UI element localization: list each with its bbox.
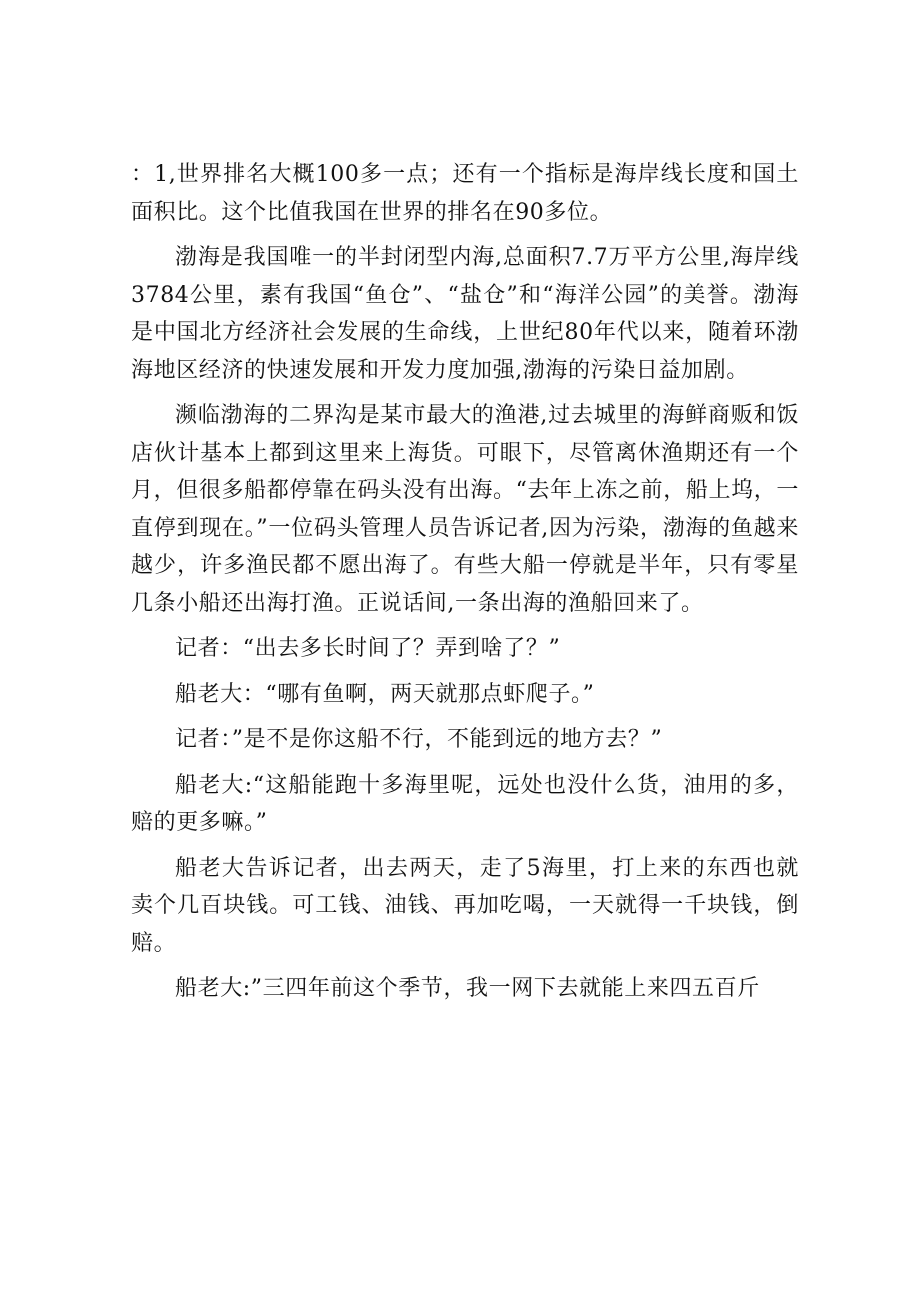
dialog-line-reporter-2: 记者：”是不是你这船不行，不能到远的地方去？” (175, 727, 663, 752)
paragraph-2: 渤海是我国唯一的半封闭型内海,总面积7.7万平方公里,海岸线3784公里，素有我国“鱼仓”、“盐仓”和“海洋公园”的美誉。渤海是中国北方经济社会发展的生命线，上世纪80年代以来，随着环渤海地区经济的快速发展和开发力度加强,渤海的污染日益加剧。 (131, 245, 799, 383)
dialog-line-reporter-1: 记者：“出去多长时间了？弄到啥了？” (175, 636, 561, 661)
paragraph-1: ：1,世界排名大概100多一点；还有一个指标是海岸线长度和国土面积比。这个比值我国在世界的排名在90多位。 (131, 162, 799, 225)
paragraph-8: 船老大告诉记者，出去两天，走了5海里，打上来的东西也就卖个几百块钱。可工钱、油钱、再加吃喝，一天就得一千块钱，倒赔。 (131, 855, 799, 956)
paragraph-3: 濒临渤海的二界沟是某市最大的渔港,过去城里的海鲜商贩和饭店伙计基本上都到这里来上海货。可眼下，尽管离休渔期还有一个月，但很多船都停靠在码头没有出海。“去年上冻之前，船上坞，一直停到现在。”一位码头管理人员告诉记者,因为污染，渤海的鱼越来越少，许多渔民都不愿出海了。有些大船一停就是半年，只有零星几条小船还出海打渔。正说话间,一条出海的渔船回来了。 (131, 403, 799, 616)
paragraph-9: 船老大:”三四年前这个季节，我一网下去就能上来四五百斤 (175, 976, 760, 1001)
dialog-line-captain-2: 船老大:“这船能跑十多海里呢，远处也没什么货，油用的多，赔的更多嘛。” (131, 772, 799, 835)
document-body (131, 156, 799, 1016)
dialog-line-captain-1: 船老大：“哪有鱼啊，两天就那点虾爬子。” (175, 681, 595, 707)
